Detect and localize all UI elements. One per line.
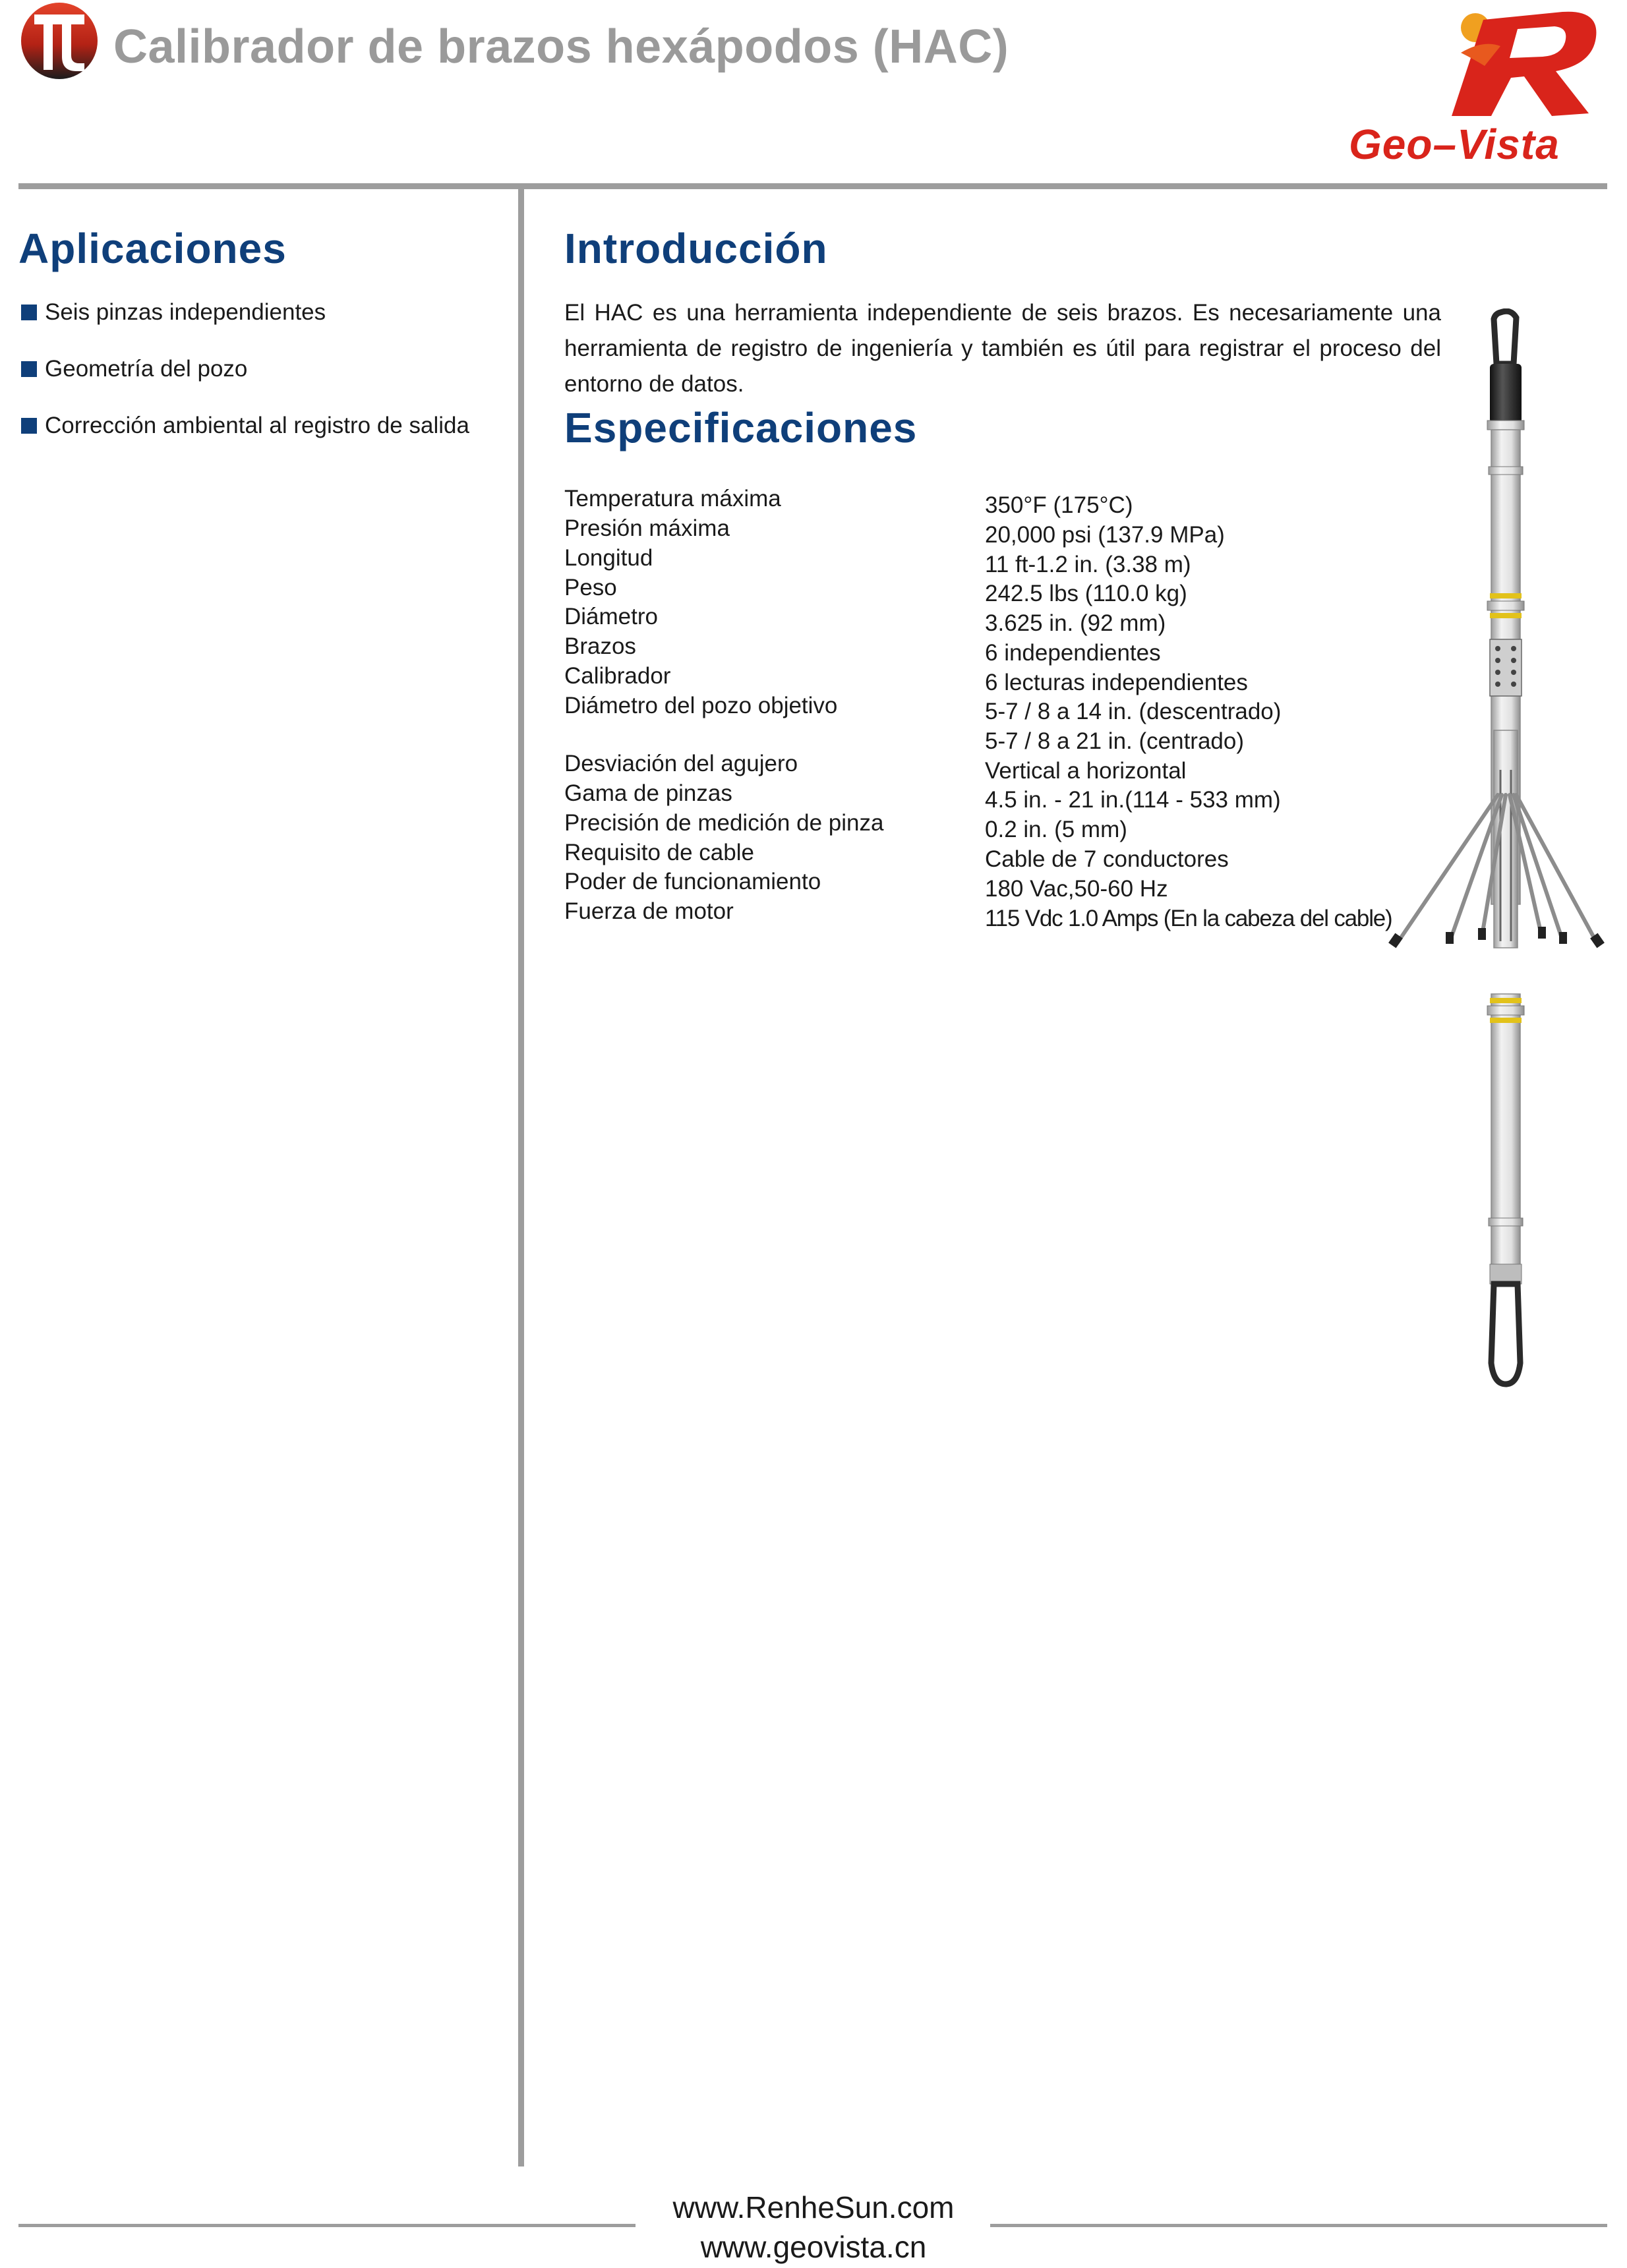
spec-value: 180 Vac,50-60 Hz bbox=[985, 876, 1168, 902]
renhesun-logo-icon bbox=[18, 0, 100, 82]
spec-label: Desviación del agujero bbox=[564, 751, 798, 776]
spec-value: 6 independientes bbox=[985, 640, 1161, 666]
square-bullet-icon bbox=[21, 361, 37, 377]
spec-label: Temperatura máxima bbox=[564, 486, 781, 511]
spec-label: Diámetro bbox=[564, 604, 658, 629]
spec-value: 350°F (175°C) bbox=[985, 492, 1133, 518]
spec-value: 4.5 in. - 21 in.(114 - 533 mm) bbox=[985, 787, 1281, 813]
footer-link-geovista[interactable]: www.geovista.cn bbox=[700, 2230, 927, 2264]
spec-value: 5-7 / 8 a 14 in. (descentrado) bbox=[985, 699, 1282, 724]
applications-heading: Aplicaciones bbox=[18, 225, 287, 272]
spec-value: 3.625 in. (92 mm) bbox=[985, 610, 1166, 636]
spec-value: 115 Vdc 1.0 Amps (En la cabeza del cable) bbox=[985, 906, 1392, 931]
spec-label: Longitud bbox=[564, 545, 653, 571]
spec-value: 0.2 in. (5 mm) bbox=[985, 817, 1127, 842]
introduction-text: El HAC es una herramienta independiente de seis brazos. Es necesariamente una herramienta de registro de ingeniería y también es útil para registrar el proceso del entorno de datos. bbox=[564, 300, 1441, 397]
application-label: Geometría del pozo bbox=[45, 356, 248, 382]
application-label: Corrección ambiental al registro de salida bbox=[45, 413, 469, 438]
spec-label: Fuerza de motor bbox=[564, 898, 734, 924]
spec-label: Requisito de cable bbox=[564, 840, 754, 865]
spec-label: Calibrador bbox=[564, 663, 671, 689]
spec-label: Diámetro del pozo objetivo bbox=[564, 693, 838, 718]
spec-label: Poder de funcionamiento bbox=[564, 869, 821, 894]
header-divider bbox=[18, 183, 1607, 189]
square-bullet-icon bbox=[21, 418, 37, 434]
spec-value: 11 ft-1.2 in. (3.38 m) bbox=[985, 552, 1191, 577]
application-label: Seis pinzas independientes bbox=[45, 299, 326, 325]
hexapod-caliper-tool-illustration bbox=[1371, 308, 1615, 1389]
spec-value: 6 lecturas independientes bbox=[985, 670, 1248, 695]
spec-label: Peso bbox=[564, 575, 617, 600]
spec-label: Presión máxima bbox=[564, 515, 730, 541]
spec-label: Brazos bbox=[564, 633, 636, 659]
footer-divider-left bbox=[18, 2224, 636, 2227]
spec-value: Vertical a horizontal bbox=[985, 758, 1187, 784]
introduction-heading: Introducción bbox=[564, 225, 828, 272]
list-item bbox=[21, 356, 247, 382]
specifications-heading: Especificaciones bbox=[564, 404, 918, 451]
brand-name: Geo–Vista bbox=[1349, 121, 1560, 168]
spec-value: 242.5 lbs (110.0 kg) bbox=[985, 581, 1187, 606]
square-bullet-icon bbox=[21, 305, 37, 320]
spec-value: 5-7 / 8 a 21 in. (centrado) bbox=[985, 728, 1244, 754]
spec-label: Gama de pinzas bbox=[564, 780, 732, 806]
list-item bbox=[21, 413, 469, 439]
spec-value: Cable de 7 conductores bbox=[985, 846, 1229, 872]
column-divider bbox=[518, 189, 524, 2166]
list-item bbox=[21, 299, 326, 326]
footer-divider-right bbox=[990, 2224, 1607, 2227]
spec-label: Precisión de medición de pinza bbox=[564, 810, 884, 836]
footer-link-renhesun[interactable]: www.RenheSun.com bbox=[672, 2190, 955, 2224]
page-title: Calibrador de brazos hexápodos (HAC) bbox=[113, 20, 1009, 73]
spec-value: 20,000 psi (137.9 MPa) bbox=[985, 522, 1225, 548]
